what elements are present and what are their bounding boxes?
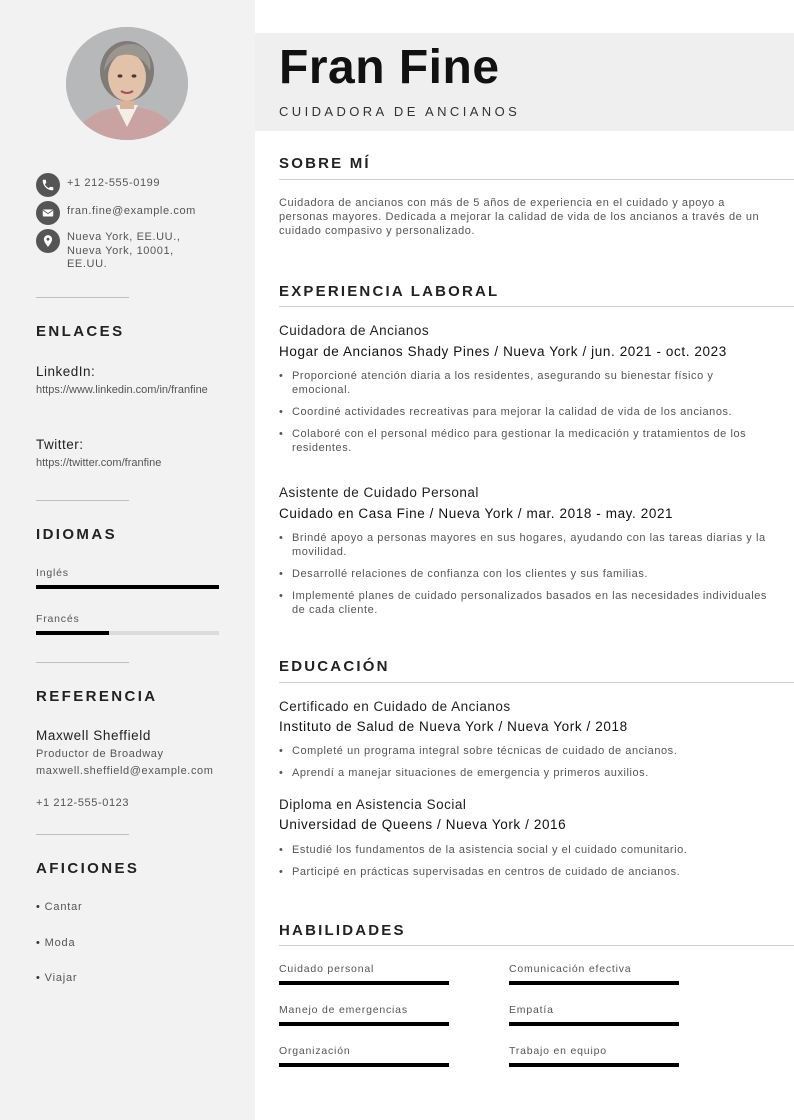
job-bullets [279, 369, 771, 455]
section-rule [279, 306, 794, 307]
education-bullets [279, 843, 771, 879]
skills-title: HABILIDADES [279, 922, 406, 939]
skill-label: Trabajo en equipo [509, 1045, 607, 1057]
profile-photo [66, 27, 188, 140]
bullet-item: • Brindé apoyo a personas mayores en sus hogares, ayudando con las tareas diarias y la movilidad. [279, 531, 771, 559]
reference-email[interactable]: maxwell.sheffield@example.com [36, 765, 214, 777]
phone-icon [36, 173, 60, 197]
location-pin-icon [36, 229, 60, 253]
education-title-item: Certificado en Cuidado de Ancianos [279, 699, 511, 714]
skill-bar [509, 1022, 679, 1026]
linkedin-url[interactable]: https://www.linkedin.com/in/franfine [36, 384, 208, 396]
education-bullets [279, 744, 771, 780]
email-text[interactable]: fran.fine@example.com [67, 205, 196, 217]
bullet-item: • Desarrollé relaciones de confianza con los clientes y sus familias. [279, 567, 771, 581]
skill-label: Cuidado personal [279, 963, 375, 975]
skill-label: Comunicación efectiva [509, 963, 632, 975]
reference-phone: +1 212-555-0123 [36, 797, 130, 809]
hobby-item: • Cantar [36, 901, 83, 913]
skill-label: Empatía [509, 1004, 554, 1016]
phone-text: +1 212-555-0199 [67, 177, 161, 189]
section-rule [279, 682, 794, 683]
languages-title: IDIOMAS [36, 526, 117, 543]
education-subtitle: Instituto de Salud de Nueva York / Nueva York / 2018 [279, 719, 628, 734]
skill-label: Manejo de emergencias [279, 1004, 408, 1016]
experience-title: EXPERIENCIA LABORAL [279, 283, 500, 300]
education-subtitle: Universidad de Queens / Nueva York / 2016 [279, 817, 567, 832]
language-english-label: Inglés [36, 567, 69, 579]
person-role: CUIDADORA DE ANCIANOS [279, 104, 521, 119]
skill-bar [509, 1063, 679, 1067]
contact-address [36, 229, 197, 272]
sidebar [0, 0, 255, 1120]
about-title: SOBRE MÍ [279, 155, 371, 172]
main-content [255, 0, 794, 1120]
contact-email [36, 201, 196, 225]
language-french-fill [36, 631, 109, 635]
bullet-item: • Coordiné actividades recreativas para mejorar la calidad de vida de los ancianos. [279, 405, 771, 419]
skill-fill [279, 981, 449, 985]
bullet-item: • Proporcioné atención diaria a los residentes, asegurando su bienestar físico y emocional. [279, 369, 771, 397]
job-bullets [279, 531, 771, 617]
divider [36, 297, 129, 298]
job-title: Cuidadora de Ancianos [279, 323, 430, 338]
skill-fill [279, 1022, 449, 1026]
divider [36, 834, 129, 835]
skill-label: Organización [279, 1045, 351, 1057]
twitter-label: Twitter: [36, 437, 84, 452]
links-title: ENLACES [36, 323, 125, 340]
skill-bar [509, 981, 679, 985]
about-text: Cuidadora de ancianos con más de 5 años de experiencia en el cuidado y apoyo a personas mayores. Dedicada a mejorar la calidad de vida de los ancianos a través de un cuidado compasivo y personalizado. [279, 197, 760, 237]
skill-bar [279, 1022, 449, 1026]
education-title-item: Diploma en Asistencia Social [279, 797, 467, 812]
bullet-item: • Completé un programa integral sobre técnicas de cuidado de ancianos. [279, 744, 771, 758]
reference-position: Productor de Broadway [36, 748, 164, 760]
reference-name: Maxwell Sheffield [36, 728, 152, 743]
language-english-bar [36, 585, 219, 589]
envelope-icon [36, 201, 60, 225]
bullet-item: • Aprendí a manejar situaciones de emergencia y primeros auxilios. [279, 766, 771, 780]
hobby-item: • Viajar [36, 972, 78, 984]
skill-fill [279, 1063, 449, 1067]
job-subtitle: Hogar de Ancianos Shady Pines / Nueva York / jun. 2021 - oct. 2023 [279, 344, 727, 359]
skill-bar [279, 1063, 449, 1067]
job-subtitle: Cuidado en Casa Fine / Nueva York / mar. 2018 - may. 2021 [279, 506, 674, 521]
job-title: Asistente de Cuidado Personal [279, 485, 479, 500]
bullet-item: • Participé en prácticas supervisadas en centros de cuidado de ancianos. [279, 865, 771, 879]
reference-title: REFERENCIA [36, 688, 158, 705]
language-french-label: Francés [36, 613, 80, 625]
skill-fill [509, 981, 679, 985]
contact-phone [36, 173, 160, 197]
bullet-item: • Estudié los fundamentos de la asistencia social y el cuidado comunitario. [279, 843, 771, 857]
hobby-item: • Moda [36, 937, 76, 949]
education-title: EDUCACIÓN [279, 658, 390, 675]
bullet-item: • Colaboré con el personal médico para gestionar la medicación y tratamientos de los residentes. [279, 427, 771, 455]
section-rule [279, 945, 794, 946]
skill-fill [509, 1022, 679, 1026]
person-name: Fran Fine [279, 41, 500, 94]
language-english-fill [36, 585, 219, 589]
avatar [66, 27, 188, 140]
skill-fill [509, 1063, 679, 1067]
skill-bar [279, 981, 449, 985]
divider [36, 662, 129, 663]
bullet-item: • Implementé planes de cuidado personalizados basados en las necesidades individuales de cada cliente. [279, 589, 771, 617]
section-rule [279, 179, 794, 180]
linkedin-label: LinkedIn: [36, 364, 96, 379]
hobbies-title: AFICIONES [36, 860, 140, 877]
divider [36, 500, 129, 501]
twitter-url[interactable]: https://twitter.com/franfine [36, 457, 162, 469]
address-text: Nueva York, EE.UU., Nueva York, 10001, EE.UU. [67, 231, 181, 270]
language-french-bar [36, 631, 219, 635]
